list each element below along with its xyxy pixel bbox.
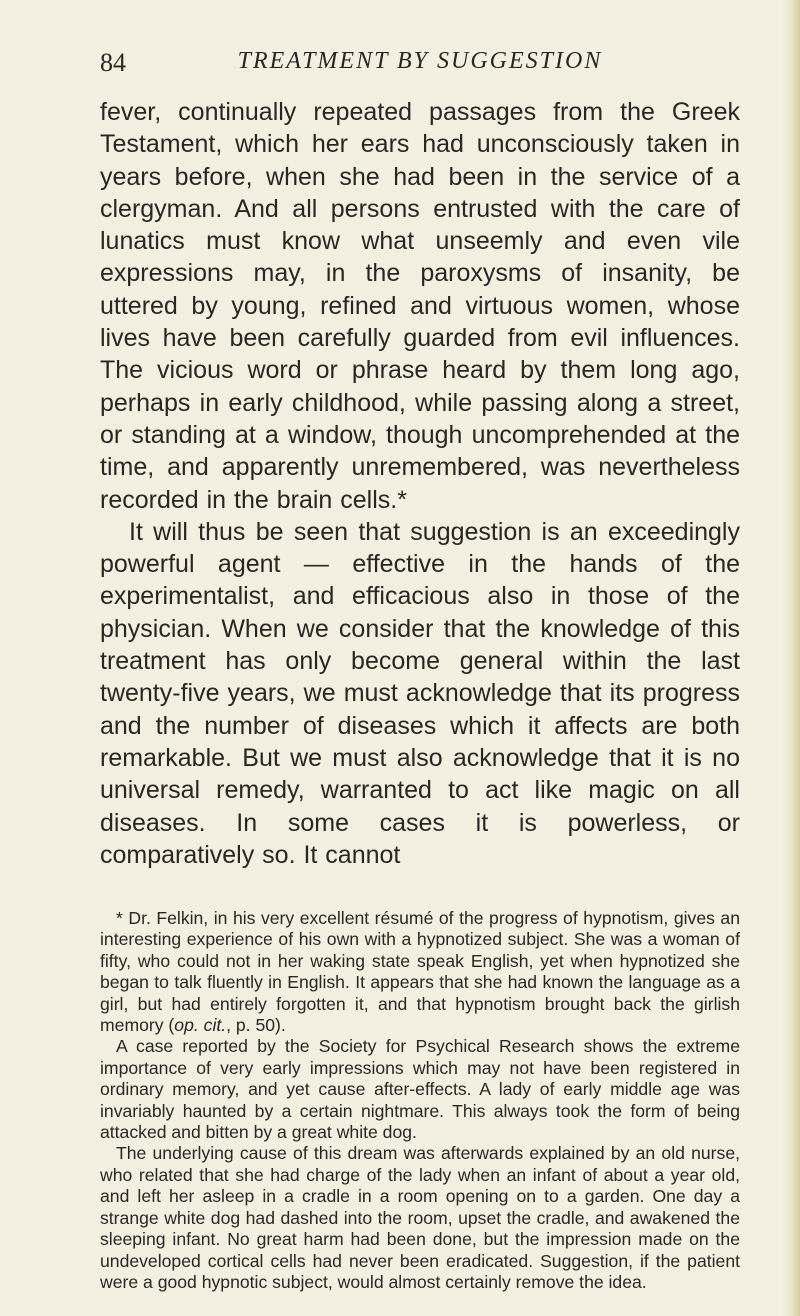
footnote [100, 908, 740, 1293]
footnote-paragraph: The underlying cause of this dream was afterwards explained by an old nurse, who related that she had charge of the lady when an infant of about a year old, and left her asleep in a cradle in a room opening on to a garden. One day a strange white dog had dashed into the room, upset the cradle, and awakened the sleeping infant. No great harm had been done, but the impression made on the undeveloped cortical cells had never been eradicated. Suggestion, if the patient were a good hypnotic subject, would almost certainly remove the idea. [100, 1143, 740, 1292]
paragraph: fever, continually repeated passages from the Greek Testament, which her ears had unconsciously taken in years before, when she had been in the service of a clergyman. And all persons entrusted with the care of lunatics must know what unseemly and even vile expressions may, in the paroxysms of insanity, be uttered by young, refined and virtuous women, whose lives have been carefully guarded from evil influences. The vicious word or phrase heard by them long ago, perhaps in early childhood, while passing along a street, or standing at a window, though uncomprehended at the time, and apparently unremembered, was nevertheless recorded in the brain cells.* [100, 98, 740, 514]
footnote-paragraph [100, 908, 740, 1036]
main-text [100, 96, 740, 871]
page-edge-shadow [782, 0, 800, 1316]
page-number: 84 [100, 48, 126, 77]
footnote-text: * Dr. Felkin, in his very excellent résumé of the progress of hypnotism, gives an interesting experience of his own with a hypnotized subject. She was a woman of fifty, who could not in her waking state speak English, yet when hypnotized she began to talk fluently in English. It appears that she had known the language as a girl, but had entirely forgotten it, and that hypnotism brought back the girlish memory ( [100, 908, 740, 1036]
running-title: TREATMENT BY SUGGESTION [237, 48, 603, 74]
footnote-text: , p. 50). [226, 1015, 286, 1036]
footnote-paragraph: A case reported by the Society for Psychical Research shows the extreme importance of very early impressions which may not have been registered in ordinary memory, and yet cause after-effects. A lady of early middle age was invariably haunted by a certain nightmare. This always took the form of being attacked and bitten by a great white dog. [100, 1036, 740, 1143]
page-header [100, 48, 740, 88]
footnote-citation: op. cit. [174, 1015, 227, 1036]
paragraph: It will thus be seen that suggestion is an exceedingly powerful agent — effective in the hands of the experimentalist, and efficacious also in those of the physician. When we consider that the knowledge of this treatment has only become general within the last twenty-five years, we must acknowledge that its progress and the number of diseases which it affects are both remarkable. But we must also acknowledge that it is no universal remedy, warranted to act like magic on all diseases. In some cases it is powerless, or comparatively so. It cannot [100, 517, 740, 869]
